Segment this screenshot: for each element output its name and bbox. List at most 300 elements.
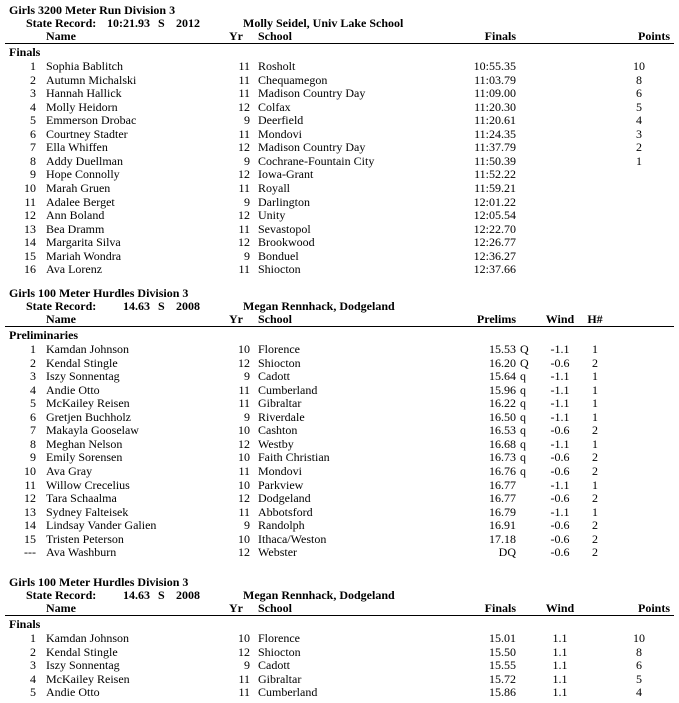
athlete-name: Makayla Gooselaw xyxy=(46,423,139,438)
header-mark: Finals xyxy=(484,601,516,615)
record-label: State Record: xyxy=(26,16,97,30)
mark: 12:05.54 xyxy=(473,208,516,223)
school: Cumberland xyxy=(258,685,318,700)
event-title-text: Girls 100 Meter Hurdles Division 3 xyxy=(9,575,189,589)
table-row xyxy=(0,464,679,478)
table-row xyxy=(0,262,679,276)
place: 6 xyxy=(30,126,36,141)
school: Chequamegon xyxy=(258,72,328,87)
athlete-name: Gretjen Buchholz xyxy=(46,409,131,424)
record-label: State Record: xyxy=(26,588,97,602)
record-code: S xyxy=(158,16,165,30)
heat: 1 xyxy=(592,396,598,411)
table-row xyxy=(0,645,679,659)
table-row xyxy=(0,545,679,559)
points: 10 xyxy=(633,631,645,645)
school: Cashton xyxy=(258,423,298,438)
school: Cadott xyxy=(258,369,290,384)
wind: -1.1 xyxy=(550,436,570,451)
athlete-name: McKailey Reisen xyxy=(46,396,130,411)
header-name: Name xyxy=(46,312,76,326)
athlete-year: 12 xyxy=(238,355,250,370)
wind: -0.6 xyxy=(550,545,570,560)
record-code: S xyxy=(158,588,165,602)
record-label: State Record: xyxy=(26,299,97,313)
athlete-year: 12 xyxy=(238,644,250,659)
athlete-year: 11 xyxy=(238,126,250,141)
athlete-year: 12 xyxy=(238,140,250,155)
table-row xyxy=(0,100,679,114)
athlete-name: Emmerson Drobac xyxy=(46,113,137,128)
points: 1 xyxy=(636,153,642,168)
round-label xyxy=(0,45,679,59)
table-row xyxy=(0,86,679,100)
place: 1 xyxy=(30,342,36,356)
header-wind: Wind xyxy=(545,312,575,326)
header-rule xyxy=(5,43,674,44)
athlete-year: 12 xyxy=(238,99,250,114)
wind: -0.6 xyxy=(550,355,570,370)
school: Cochrane-Fountain City xyxy=(258,153,375,168)
mark: 11:03.79 xyxy=(474,72,516,87)
athlete-name: Ava Lorenz xyxy=(46,262,103,277)
header-school: School xyxy=(258,312,293,326)
place: 15 xyxy=(24,531,36,546)
header-rule xyxy=(5,615,674,616)
heat: 1 xyxy=(592,409,598,424)
table-row xyxy=(0,450,679,464)
mark: 11:50.39 xyxy=(474,153,516,168)
heat: 1 xyxy=(592,477,598,492)
column-header-row xyxy=(0,601,679,615)
record-time: 14.63 xyxy=(123,588,150,602)
mark: 12:36.27 xyxy=(473,248,516,263)
record-year: 2012 xyxy=(176,16,200,30)
athlete-name: Willow Crecelius xyxy=(46,477,130,492)
school: Mondovi xyxy=(258,126,303,141)
athlete-name: Lindsay Vander Galien xyxy=(46,518,157,533)
mark: 16.79 xyxy=(489,504,516,519)
place: 3 xyxy=(30,86,36,101)
points: 8 xyxy=(636,72,642,87)
table-row xyxy=(0,505,679,519)
wind: 1.1 xyxy=(552,671,568,686)
mark: 12:37.66 xyxy=(473,262,516,277)
school: Florence xyxy=(258,342,300,356)
round-label-text: Finals xyxy=(9,617,41,631)
mark: 16.73 xyxy=(489,450,516,465)
points: 5 xyxy=(636,671,642,686)
place: 12 xyxy=(24,208,36,223)
mark: 12:01.22 xyxy=(473,194,516,209)
event-title xyxy=(0,3,679,17)
mark: 15.96 xyxy=(489,382,516,397)
school: Faith Christian xyxy=(258,450,330,465)
header-yr: Yr xyxy=(229,312,243,326)
mark: 15.86 xyxy=(489,685,516,700)
athlete-name: Autumn Michalski xyxy=(46,72,137,87)
school: Webster xyxy=(258,545,298,560)
school: Unity xyxy=(258,208,286,223)
athlete-year: 12 xyxy=(238,235,250,250)
athlete-year: 11 xyxy=(238,396,250,411)
place: 2 xyxy=(30,355,36,370)
school: Madison Country Day xyxy=(258,140,366,155)
place: 4 xyxy=(30,382,36,397)
athlete-year: 11 xyxy=(238,59,250,73)
table-row xyxy=(0,73,679,87)
record-year: 2008 xyxy=(176,588,200,602)
header-wind: Wind xyxy=(545,601,575,615)
qualifier: q xyxy=(520,369,526,384)
table-row xyxy=(0,672,679,686)
school: Darlington xyxy=(258,194,310,209)
mark: 15.53 xyxy=(489,342,516,356)
state-record-line xyxy=(0,299,679,313)
athlete-year: 12 xyxy=(238,208,250,223)
wind: -0.6 xyxy=(550,518,570,533)
mark: 11:24.35 xyxy=(474,126,516,141)
athlete-name: Molly Heidorn xyxy=(46,99,118,114)
header-mark: Prelims xyxy=(476,312,516,326)
heat: 1 xyxy=(592,436,598,451)
mark: 11:37.79 xyxy=(474,140,516,155)
header-points: Points xyxy=(637,601,670,615)
qualifier: q xyxy=(520,382,526,397)
points: 4 xyxy=(636,113,642,128)
place: 1 xyxy=(30,631,36,645)
table-row xyxy=(0,208,679,222)
mark: 15.64 xyxy=(489,369,516,384)
athlete-name: Andie Otto xyxy=(46,685,100,700)
heat: 2 xyxy=(592,531,598,546)
place: 2 xyxy=(30,72,36,87)
round-label xyxy=(0,617,679,631)
mark: 11:59.21 xyxy=(474,180,516,195)
mark: 11:20.61 xyxy=(474,113,516,128)
place: 13 xyxy=(24,221,36,236)
heat: 2 xyxy=(592,545,598,560)
table-row xyxy=(0,127,679,141)
athlete-name: Kendal Stingle xyxy=(46,355,118,370)
athlete-name: Bea Dramm xyxy=(46,221,105,236)
athlete-name: Addy Duellman xyxy=(46,153,123,168)
athlete-year: 10 xyxy=(238,450,250,465)
athlete-year: 10 xyxy=(238,631,250,645)
school: Bonduel xyxy=(258,248,299,263)
table-row xyxy=(0,181,679,195)
qualifier: q xyxy=(520,409,526,424)
athlete-name: Iszy Sonnentag xyxy=(46,658,120,673)
table-row xyxy=(0,532,679,546)
place: 9 xyxy=(30,450,36,465)
athlete-year: 12 xyxy=(238,167,250,182)
record-time: 14.63 xyxy=(123,299,150,313)
place: 16 xyxy=(24,262,36,277)
school: Ithaca/Weston xyxy=(258,531,327,546)
athlete-year: 12 xyxy=(238,436,250,451)
mark: 16.20 xyxy=(489,355,516,370)
school: Sevastopol xyxy=(258,221,311,236)
place: 10 xyxy=(24,463,36,478)
round-label-text: Preliminaries xyxy=(9,328,79,342)
table-row xyxy=(0,342,679,356)
athlete-name: Hannah Hallick xyxy=(46,86,122,101)
mark: 16.77 xyxy=(489,491,516,506)
event-title xyxy=(0,286,679,300)
table-row xyxy=(0,383,679,397)
athlete-year: 9 xyxy=(244,248,250,263)
athlete-year: 10 xyxy=(238,423,250,438)
athlete-year: 11 xyxy=(238,86,250,101)
heat: 2 xyxy=(592,450,598,465)
header-name: Name xyxy=(46,29,76,43)
athlete-year: 11 xyxy=(238,262,250,277)
athlete-year: 9 xyxy=(244,658,250,673)
place: 13 xyxy=(24,504,36,519)
school: Royall xyxy=(258,180,290,195)
points: 10 xyxy=(633,59,645,73)
wind: 1.1 xyxy=(552,685,568,700)
mark: 16.22 xyxy=(489,396,516,411)
athlete-year: 9 xyxy=(244,518,250,533)
table-row xyxy=(0,235,679,249)
table-row xyxy=(0,113,679,127)
athlete-year: 11 xyxy=(238,382,250,397)
header-points: Points xyxy=(637,29,670,43)
mark: 12:22.70 xyxy=(473,221,516,236)
athlete-name: Ella Whiffen xyxy=(46,140,108,155)
school: Abbotsford xyxy=(258,504,313,519)
place: 5 xyxy=(30,396,36,411)
heat: 1 xyxy=(592,382,598,397)
school: Iowa-Grant xyxy=(258,167,314,182)
table-row xyxy=(0,518,679,532)
school: Cadott xyxy=(258,658,290,673)
mark: 16.50 xyxy=(489,409,516,424)
table-row xyxy=(0,396,679,410)
qualifier: q xyxy=(520,450,526,465)
mark: 11:09.00 xyxy=(474,86,516,101)
place: 3 xyxy=(30,658,36,673)
school: Riverdale xyxy=(258,409,305,424)
table-row xyxy=(0,369,679,383)
athlete-year: 11 xyxy=(238,180,250,195)
mark: 17.18 xyxy=(489,531,516,546)
athlete-year: 11 xyxy=(238,685,250,700)
mark: 11:52.22 xyxy=(474,167,516,182)
school: Brookwood xyxy=(258,235,315,250)
table-row xyxy=(0,222,679,236)
mark: 15.72 xyxy=(489,671,516,686)
athlete-name: Meghan Nelson xyxy=(46,436,123,451)
mark: 10:55.35 xyxy=(473,59,516,73)
athlete-name: Adalee Berget xyxy=(46,194,115,209)
school: Cumberland xyxy=(258,382,318,397)
header-heat: H# xyxy=(587,312,603,326)
points: 5 xyxy=(636,99,642,114)
athlete-name: Kamdan Johnson xyxy=(46,631,129,645)
athlete-name: Tristen Peterson xyxy=(46,531,124,546)
table-row xyxy=(0,195,679,209)
place: 10 xyxy=(24,180,36,195)
athlete-name: Ava Gray xyxy=(46,463,93,478)
wind: -0.6 xyxy=(550,423,570,438)
points: 2 xyxy=(636,140,642,155)
wind: -0.6 xyxy=(550,531,570,546)
school: Westby xyxy=(258,436,294,451)
wind: 1.1 xyxy=(552,644,568,659)
athlete-year: 10 xyxy=(238,531,250,546)
place: 7 xyxy=(30,423,36,438)
round-label-text: Finals xyxy=(9,45,41,59)
mark: DQ xyxy=(498,545,516,560)
record-holder: Megan Rennhack, Dodgeland xyxy=(243,299,395,313)
points: 4 xyxy=(636,685,642,700)
record-holder: Molly Seidel, Univ Lake School xyxy=(243,16,404,30)
mark: 16.76 xyxy=(489,463,516,478)
wind: -1.1 xyxy=(550,369,570,384)
place: 11 xyxy=(24,194,36,209)
athlete-year: 9 xyxy=(244,194,250,209)
place: 15 xyxy=(24,248,36,263)
header-rule xyxy=(5,326,674,327)
place: 3 xyxy=(30,369,36,384)
heat: 1 xyxy=(592,342,598,356)
school: Deerfield xyxy=(258,113,304,128)
school: Gibraltar xyxy=(258,671,302,686)
athlete-year: 12 xyxy=(238,491,250,506)
record-code: S xyxy=(158,299,165,313)
athlete-name: Kamdan Johnson xyxy=(46,342,129,356)
school: Rosholt xyxy=(258,59,296,73)
points: 8 xyxy=(636,644,642,659)
wind: -1.1 xyxy=(550,477,570,492)
column-header-row xyxy=(0,29,679,43)
header-school: School xyxy=(258,601,293,615)
record-year: 2008 xyxy=(176,299,200,313)
athlete-name: Andie Otto xyxy=(46,382,100,397)
column-header-row xyxy=(0,312,679,326)
athlete-name: Courtney Stadter xyxy=(46,126,128,141)
school: Parkview xyxy=(258,477,304,492)
athlete-year: 9 xyxy=(244,153,250,168)
place: 1 xyxy=(30,59,36,73)
mark: 16.68 xyxy=(489,436,516,451)
mark: 12:26.77 xyxy=(473,235,516,250)
athlete-name: Tara Schaalma xyxy=(46,491,117,506)
table-row xyxy=(0,423,679,437)
athlete-name: Iszy Sonnentag xyxy=(46,369,120,384)
qualifier: q xyxy=(520,463,526,478)
place: 2 xyxy=(30,644,36,659)
qualifier: q xyxy=(520,423,526,438)
state-record-line xyxy=(0,588,679,602)
table-row xyxy=(0,356,679,370)
place: 7 xyxy=(30,140,36,155)
event-title-text: Girls 100 Meter Hurdles Division 3 xyxy=(9,286,189,300)
athlete-year: 11 xyxy=(238,504,250,519)
athlete-name: Ann Boland xyxy=(46,208,105,223)
mark: 15.50 xyxy=(489,644,516,659)
table-row xyxy=(0,478,679,492)
points: 6 xyxy=(636,658,642,673)
athlete-year: 11 xyxy=(238,671,250,686)
place: 4 xyxy=(30,99,36,114)
athlete-year: 9 xyxy=(244,369,250,384)
athlete-name: Margarita Silva xyxy=(46,235,121,250)
place: 9 xyxy=(30,167,36,182)
place: 5 xyxy=(30,685,36,700)
qualifier: q xyxy=(520,396,526,411)
athlete-year: 10 xyxy=(238,477,250,492)
place: 14 xyxy=(24,235,36,250)
points: 3 xyxy=(636,126,642,141)
mark: 16.91 xyxy=(489,518,516,533)
school: Gibraltar xyxy=(258,396,302,411)
mark: 15.55 xyxy=(489,658,516,673)
athlete-year: 10 xyxy=(238,342,250,356)
school: Randolph xyxy=(258,518,305,533)
heat: 1 xyxy=(592,369,598,384)
state-record-line xyxy=(0,16,679,30)
table-row xyxy=(0,685,679,699)
school: Madison Country Day xyxy=(258,86,366,101)
place: 11 xyxy=(24,477,36,492)
place: --- xyxy=(24,545,36,560)
qualifier: q xyxy=(520,436,526,451)
table-row xyxy=(0,154,679,168)
wind: -0.6 xyxy=(550,450,570,465)
wind: 1.1 xyxy=(552,658,568,673)
place: 14 xyxy=(24,518,36,533)
school: Florence xyxy=(258,631,300,645)
record-time: 10:21.93 xyxy=(107,16,150,30)
table-row xyxy=(0,658,679,672)
mark: 16.77 xyxy=(489,477,516,492)
wind: -1.1 xyxy=(550,504,570,519)
athlete-year: 11 xyxy=(238,221,250,236)
heat: 2 xyxy=(592,463,598,478)
athlete-year: 11 xyxy=(238,463,250,478)
table-row xyxy=(0,140,679,154)
athlete-year: 9 xyxy=(244,409,250,424)
school: Colfax xyxy=(258,99,291,114)
wind: -1.1 xyxy=(550,382,570,397)
athlete-name: Marah Gruen xyxy=(46,180,111,195)
heat: 2 xyxy=(592,355,598,370)
school: Mondovi xyxy=(258,463,303,478)
mark: 15.01 xyxy=(489,631,516,645)
event-title xyxy=(0,575,679,589)
mark: 11:20.30 xyxy=(474,99,516,114)
athlete-year: 9 xyxy=(244,113,250,128)
heat: 1 xyxy=(592,504,598,519)
school: Shiocton xyxy=(258,355,301,370)
heat: 2 xyxy=(592,423,598,438)
athlete-name: Kendal Stingle xyxy=(46,644,118,659)
wind: -1.1 xyxy=(550,342,570,356)
header-yr: Yr xyxy=(229,29,243,43)
header-mark: Finals xyxy=(484,29,516,43)
table-row xyxy=(0,249,679,263)
table-row xyxy=(0,491,679,505)
header-school: School xyxy=(258,29,293,43)
athlete-name: McKailey Reisen xyxy=(46,671,130,686)
heat: 2 xyxy=(592,491,598,506)
athlete-name: Mariah Wondra xyxy=(46,248,122,263)
place: 4 xyxy=(30,671,36,686)
